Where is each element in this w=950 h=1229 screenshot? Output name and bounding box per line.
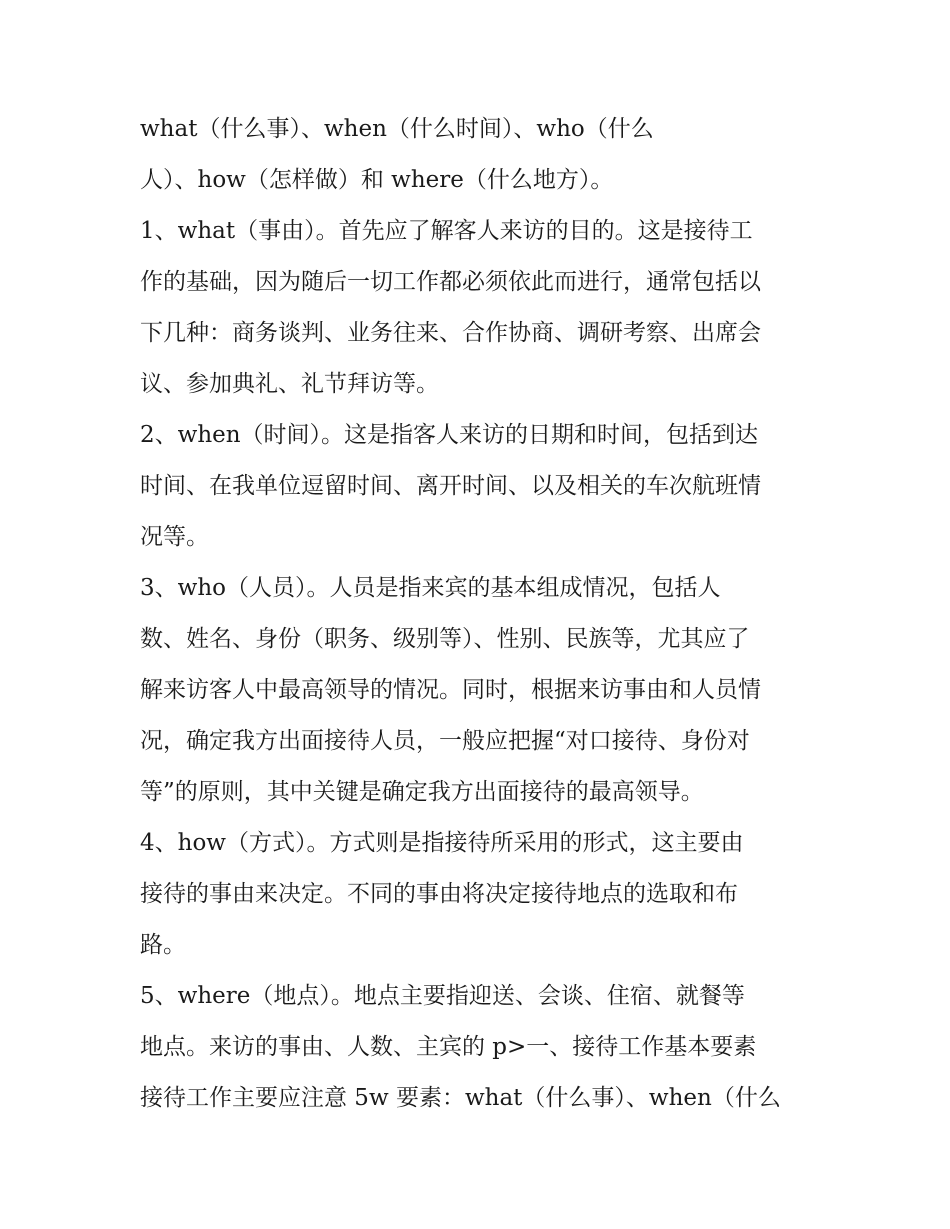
text-line: 数、姓名、身份（职务、级别等）、性别、民族等，尤其应了 [140,626,750,652]
text-line: 况等。 [140,524,209,550]
text-line: 路。 [140,932,186,958]
text-line: what（什么事）、when（什么时间）、who（什么 [140,116,654,142]
text-line: 人）、how（怎样做）和 where（什么地方）。 [140,167,614,193]
text-line: 作的基础，因为随后一切工作都必须依此而进行，通常包括以 [140,269,761,295]
text-line: 3、who（人员）。人员是指来宾的基本组成情况，包括人 [140,575,721,601]
text-line: 4、how（方式）。方式则是指接待所采用的形式，这主要由 [140,830,744,856]
text-line: 接待工作主要应注意 5w 要素：what（什么事）、when（什么 [140,1085,781,1111]
text-line: 况，确定我方出面接待人员，一般应把握“对口接待、身份对 [140,728,750,754]
text-line: 地点。来访的事由、人数、主宾的 p>一、接待工作基本要素 [140,1034,757,1060]
text-line: 下几种：商务谈判、业务往来、合作协商、调研考察、出席会 [140,320,761,346]
text-line: 时间、在我单位逗留时间、离开时间、以及相关的车次航班情 [140,473,761,499]
text-line: 1、what（事由）。首先应了解客人来访的目的。这是接待工 [140,218,753,244]
text-line: 2、when（时间）。这是指客人来访的日期和时间，包括到达 [140,422,759,448]
text-line: 接待的事由来决定。不同的事由将决定接待地点的选取和布 [140,881,738,907]
text-line: 解来访客人中最高领导的情况。同时，根据来访事由和人员情 [140,677,761,703]
text-line: 等”的原则，其中关键是确定我方出面接待的最高领导。 [140,779,704,805]
text-line: 5、where（地点）。地点主要指迎送、会谈、住宿、就餐等 [140,983,745,1009]
text-line: 议、参加典礼、礼节拜访等。 [140,371,439,397]
document-body [140,104,816,1124]
